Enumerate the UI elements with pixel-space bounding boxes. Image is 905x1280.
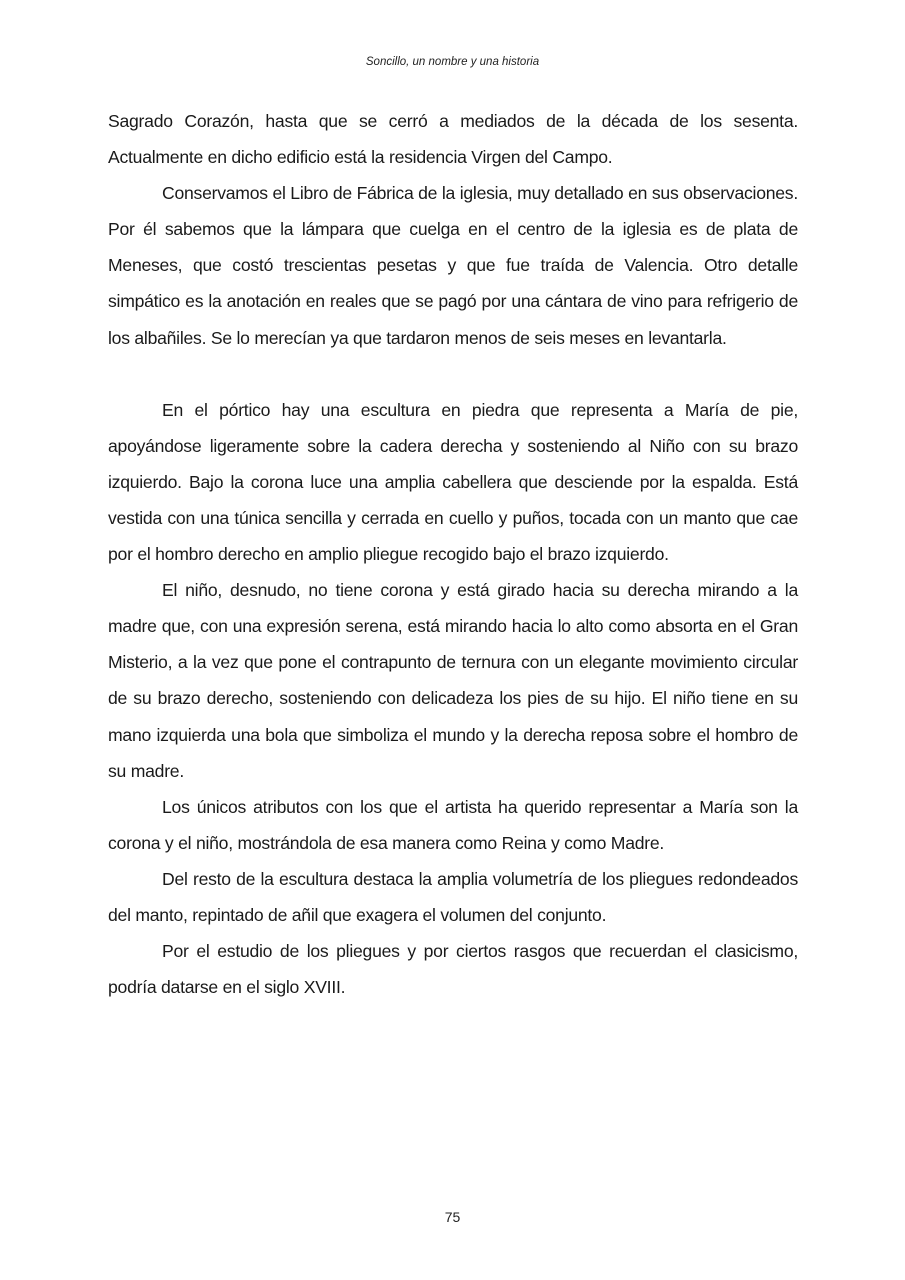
paragraph-datacion: Por el estudio de los pliegues y por ciertos rasgos que recuerdan el clasicismo, podría datarse en el siglo XVIII. — [108, 941, 798, 998]
paragraph-atributos: Los únicos atributos con los que el artista ha querido representar a María son la corona y el niño, mostrándola de esa manera como Reina y como Madre. — [108, 796, 798, 853]
paragraph-pliegues: Del resto de la escultura destaca la amplia volumetría de los pliegues redondeados del manto, repintado de añil que exagera el volumen del conjunto. — [108, 868, 798, 925]
paragraph-portico-escultura: En el pórtico hay una escultura en piedra que representa a María de pie, apoyándose ligeramente sobre la cadera derecha y sosteniendo al Niño con su brazo izquierdo. Bajo la corona luce una amplia cabellera que desciende por la espalda. Está vestida con una túnica sencilla y cerrada en cuello y puños, tocada con un manto que cae por el hombro derecho en amplio pliegue recogido bajo el brazo izquierdo. — [108, 399, 798, 565]
paragraph-continuation: Sagrado Corazón, hasta que se cerró a mediados de la década de los sesenta. Actualmente en dicho edificio está la residencia Virgen del Campo. — [108, 111, 798, 168]
paragraph-libro-fabrica: Conservamos el Libro de Fábrica de la iglesia, muy detallado en sus observaciones. Por él sabemos que la lámpara que cuelga en el centro de la iglesia es de plata de Meneses, que costó trescientas pesetas y que fue traída de Valencia. Otro detalle simpático es la anotación en reales que se pagó por una cántara de vino para refrigerio de los albañiles. Se lo merecían ya que tardaron menos de seis meses en levantarla. — [108, 183, 798, 348]
page-body — [108, 103, 798, 1005]
page-number: 75 — [444, 1209, 461, 1225]
running-header: Soncillo, un nombre y una historia — [365, 56, 540, 68]
paragraph-nino: El niño, desnudo, no tiene corona y está girado hacia su derecha mirando a la madre que, con una expresión serena, está mirando hacia lo alto como absorta en el Gran Misterio, a la vez que pone el contrapunto de ternura con un elegante movimiento circular de su brazo derecho, sosteniendo con delicadeza los pies de su hijo. El niño tiene en su mano izquierda una bola que simboliza el mundo y la derecha reposa sobre el hombro de su madre. — [108, 580, 798, 781]
